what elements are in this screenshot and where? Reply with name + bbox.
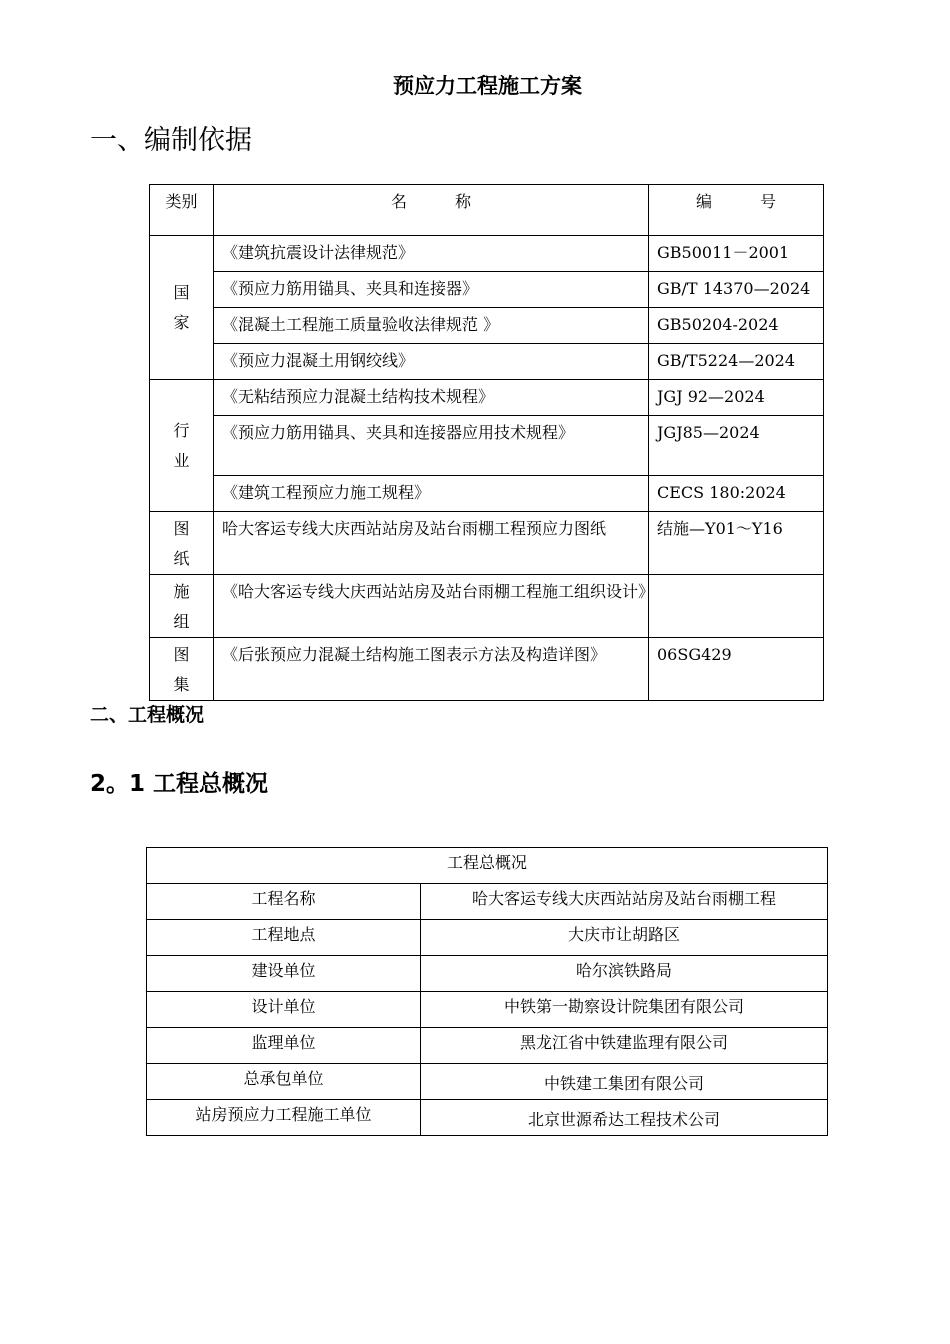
standard-name: 《预应力筋用锚具、夹具和连接器》: [214, 272, 649, 308]
overview-key: 站房预应力工程施工单位: [147, 1100, 421, 1136]
category-cell-national: 国家: [150, 236, 214, 380]
standard-code: GB/T5224—2024: [649, 344, 824, 380]
standard-name: 《哈大客运专线大庆西站站房及站台雨棚工程施工组织设计》: [214, 575, 649, 638]
table-row: [147, 1028, 828, 1064]
category-cell-construction-org: 施组: [150, 575, 214, 638]
table-caption-row: [147, 848, 828, 884]
overview-caption: 工程总概况: [147, 848, 828, 884]
table-row: [147, 992, 828, 1028]
overview-table: [146, 847, 828, 1136]
subsection-heading-general: 2。1 工程总概况: [90, 771, 269, 797]
table-row: [150, 272, 824, 308]
standard-name: 哈大客运专线大庆西站站房及站台雨棚工程预应力图纸: [214, 512, 649, 575]
overview-value: 哈尔滨铁路局: [421, 956, 828, 992]
table-row: [147, 1100, 828, 1136]
standard-name: 《预应力筋用锚具、夹具和连接器应用技术规程》: [214, 416, 649, 476]
standard-code: 06SG429: [649, 638, 824, 701]
category-cell-atlas: 图集: [150, 638, 214, 701]
standard-code: 结施—Y01～Y16: [649, 512, 824, 575]
table-row: [147, 956, 828, 992]
standard-code: GB50204-2024: [649, 308, 824, 344]
table-header-row: [150, 185, 824, 236]
table-row: [150, 638, 824, 701]
standard-name: 《建筑工程预应力施工规程》: [214, 476, 649, 512]
category-cell-drawings: 图纸: [150, 512, 214, 575]
table-row: [150, 236, 824, 272]
basis-table: [149, 184, 824, 701]
header-code: 编 号: [649, 185, 824, 236]
table-row: [150, 575, 824, 638]
overview-value: 北京世源希达工程技术公司: [421, 1100, 828, 1136]
standard-name: 《建筑抗震设计法律规范》: [214, 236, 649, 272]
header-category: 类别: [150, 185, 214, 236]
standard-code: JGJ85—2024: [649, 416, 824, 476]
overview-key: 工程地点: [147, 920, 421, 956]
standard-name: 《混凝土工程施工质量验收法律规范 》: [214, 308, 649, 344]
category-cell-industry: 行业: [150, 380, 214, 512]
table-row: [147, 884, 828, 920]
standard-code: JGJ 92—2024: [649, 380, 824, 416]
table-row: [150, 476, 824, 512]
overview-key: 总承包单位: [147, 1064, 421, 1100]
document-title: 预应力工程施工方案: [393, 74, 582, 98]
table-row: [150, 416, 824, 476]
table-row: [150, 344, 824, 380]
header-name: 名 称: [214, 185, 649, 236]
table-row: [147, 1064, 828, 1100]
overview-key: 监理单位: [147, 1028, 421, 1064]
standard-code: GB50011－2001: [649, 236, 824, 272]
overview-value: 中铁建工集团有限公司: [421, 1064, 828, 1100]
overview-value: 哈大客运专线大庆西站站房及站台雨棚工程: [421, 884, 828, 920]
overview-key: 工程名称: [147, 884, 421, 920]
section-heading-basis: 一、编制依据: [90, 125, 252, 156]
overview-key: 设计单位: [147, 992, 421, 1028]
section-heading-overview: 二、工程概况: [90, 704, 205, 726]
table-row: [150, 308, 824, 344]
standard-name: 《无粘结预应力混凝土结构技术规程》: [214, 380, 649, 416]
table-row: [147, 920, 828, 956]
overview-key: 建设单位: [147, 956, 421, 992]
overview-value: 大庆市让胡路区: [421, 920, 828, 956]
overview-value: 中铁第一勘察设计院集团有限公司: [421, 992, 828, 1028]
standard-name: 《预应力混凝土用钢绞线》: [214, 344, 649, 380]
standard-code: [649, 575, 824, 638]
standard-name: 《后张预应力混凝土结构施工图表示方法及构造详图》: [214, 638, 649, 701]
standard-code: CECS 180:2024: [649, 476, 824, 512]
overview-value: 黑龙江省中铁建监理有限公司: [421, 1028, 828, 1064]
table-row: [150, 512, 824, 575]
standard-code: GB/T 14370—2024: [649, 272, 824, 308]
table-row: [150, 380, 824, 416]
